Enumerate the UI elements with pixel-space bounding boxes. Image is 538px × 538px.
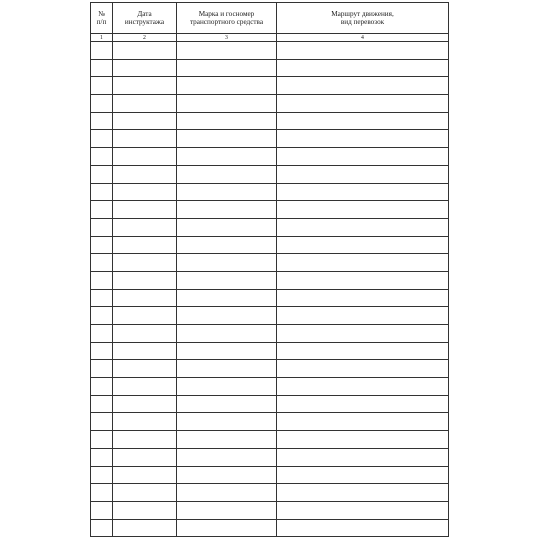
date-cell [113,307,177,325]
table-row [91,95,449,113]
index-cell [91,165,113,183]
date-cell [113,201,177,219]
vehicle-cell [177,360,277,378]
route-cell [277,148,449,166]
table-row [91,236,449,254]
date-cell [113,42,177,60]
table-row [91,342,449,360]
date-cell [113,271,177,289]
table-row [91,519,449,537]
index-cell [91,95,113,113]
route-cell [277,307,449,325]
column-number-row [91,34,449,42]
date-cell [113,95,177,113]
date-cell [113,325,177,343]
date-cell [113,183,177,201]
column-number-4: 4 [277,34,449,42]
index-cell [91,59,113,77]
index-cell [91,413,113,431]
table-row [91,431,449,449]
index-cell [91,42,113,60]
index-cell [91,289,113,307]
table-row [91,448,449,466]
index-cell [91,130,113,148]
date-cell [113,289,177,307]
route-cell [277,77,449,95]
route-cell [277,466,449,484]
journal-page [90,2,448,536]
index-cell [91,218,113,236]
route-cell [277,183,449,201]
date-cell [113,501,177,519]
route-cell [277,484,449,502]
index-cell [91,325,113,343]
table-row [91,378,449,396]
index-cell [91,307,113,325]
table-row [91,201,449,219]
route-cell [277,165,449,183]
date-cell [113,254,177,272]
vehicle-cell [177,342,277,360]
header-vehicle-line2: транспортного средства [189,18,264,26]
header-route [277,3,449,34]
table-row [91,413,449,431]
header-vehicle [177,3,277,34]
vehicle-cell [177,112,277,130]
route-cell [277,254,449,272]
vehicle-cell [177,183,277,201]
vehicle-cell [177,448,277,466]
index-cell [91,501,113,519]
instruction-log-table [90,2,449,537]
vehicle-cell [177,325,277,343]
vehicle-cell [177,165,277,183]
header-date [113,3,177,34]
route-cell [277,325,449,343]
header-vehicle-line1: Марка и госномер [198,9,255,18]
date-cell [113,130,177,148]
header-index [91,3,113,34]
date-cell [113,431,177,449]
index-cell [91,254,113,272]
route-cell [277,201,449,219]
index-cell [91,201,113,219]
date-cell [113,466,177,484]
header-route-line1: Маршрут движения, [331,9,394,18]
vehicle-cell [177,484,277,502]
vehicle-cell [177,501,277,519]
table-row [91,218,449,236]
table-row [91,271,449,289]
column-number-1: 1 [91,34,113,42]
route-cell [277,431,449,449]
header-date-line1: Дата [137,9,152,18]
vehicle-cell [177,519,277,537]
header-row [91,3,449,34]
route-cell [277,112,449,130]
vehicle-cell [177,413,277,431]
date-cell [113,360,177,378]
route-cell [277,448,449,466]
table-row [91,501,449,519]
vehicle-cell [177,42,277,60]
index-cell [91,378,113,396]
table-row [91,484,449,502]
date-cell [113,395,177,413]
route-cell [277,271,449,289]
vehicle-cell [177,130,277,148]
route-cell [277,501,449,519]
table-row [91,183,449,201]
index-cell [91,183,113,201]
table-row [91,77,449,95]
table-row [91,112,449,130]
date-cell [113,448,177,466]
route-cell [277,289,449,307]
vehicle-cell [177,307,277,325]
route-cell [277,236,449,254]
index-cell [91,148,113,166]
date-cell [113,519,177,537]
index-cell [91,395,113,413]
table-row [91,130,449,148]
date-cell [113,342,177,360]
table-row [91,395,449,413]
table-row [91,307,449,325]
vehicle-cell [177,289,277,307]
index-cell [91,77,113,95]
index-cell [91,484,113,502]
vehicle-cell [177,218,277,236]
header-index-line1: № [98,9,105,18]
header-date-line2: инструктажа [124,18,165,26]
table-body [91,42,449,537]
vehicle-cell [177,201,277,219]
date-cell [113,413,177,431]
index-cell [91,431,113,449]
index-cell [91,466,113,484]
route-cell [277,218,449,236]
date-cell [113,378,177,396]
vehicle-cell [177,59,277,77]
index-cell [91,448,113,466]
index-cell [91,360,113,378]
route-cell [277,95,449,113]
index-cell [91,271,113,289]
date-cell [113,218,177,236]
column-number-3: 3 [177,34,277,42]
route-cell [277,395,449,413]
route-cell [277,42,449,60]
date-cell [113,77,177,95]
vehicle-cell [177,148,277,166]
index-cell [91,112,113,130]
table-row [91,466,449,484]
table-row [91,360,449,378]
vehicle-cell [177,378,277,396]
vehicle-cell [177,271,277,289]
route-cell [277,413,449,431]
date-cell [113,165,177,183]
route-cell [277,519,449,537]
table-row [91,42,449,60]
header-route-line2: вид перевозок [340,18,385,26]
vehicle-cell [177,95,277,113]
vehicle-cell [177,77,277,95]
table-row [91,165,449,183]
vehicle-cell [177,236,277,254]
route-cell [277,342,449,360]
vehicle-cell [177,431,277,449]
route-cell [277,378,449,396]
vehicle-cell [177,254,277,272]
date-cell [113,236,177,254]
index-cell [91,342,113,360]
date-cell [113,484,177,502]
route-cell [277,130,449,148]
route-cell [277,59,449,77]
date-cell [113,148,177,166]
index-cell [91,519,113,537]
route-cell [277,360,449,378]
table-row [91,148,449,166]
table-row [91,289,449,307]
table-row [91,59,449,77]
index-cell [91,236,113,254]
table-row [91,325,449,343]
date-cell [113,59,177,77]
table-row [91,254,449,272]
column-number-2: 2 [113,34,177,42]
vehicle-cell [177,395,277,413]
vehicle-cell [177,466,277,484]
date-cell [113,112,177,130]
header-index-line2: п/п [96,18,107,26]
